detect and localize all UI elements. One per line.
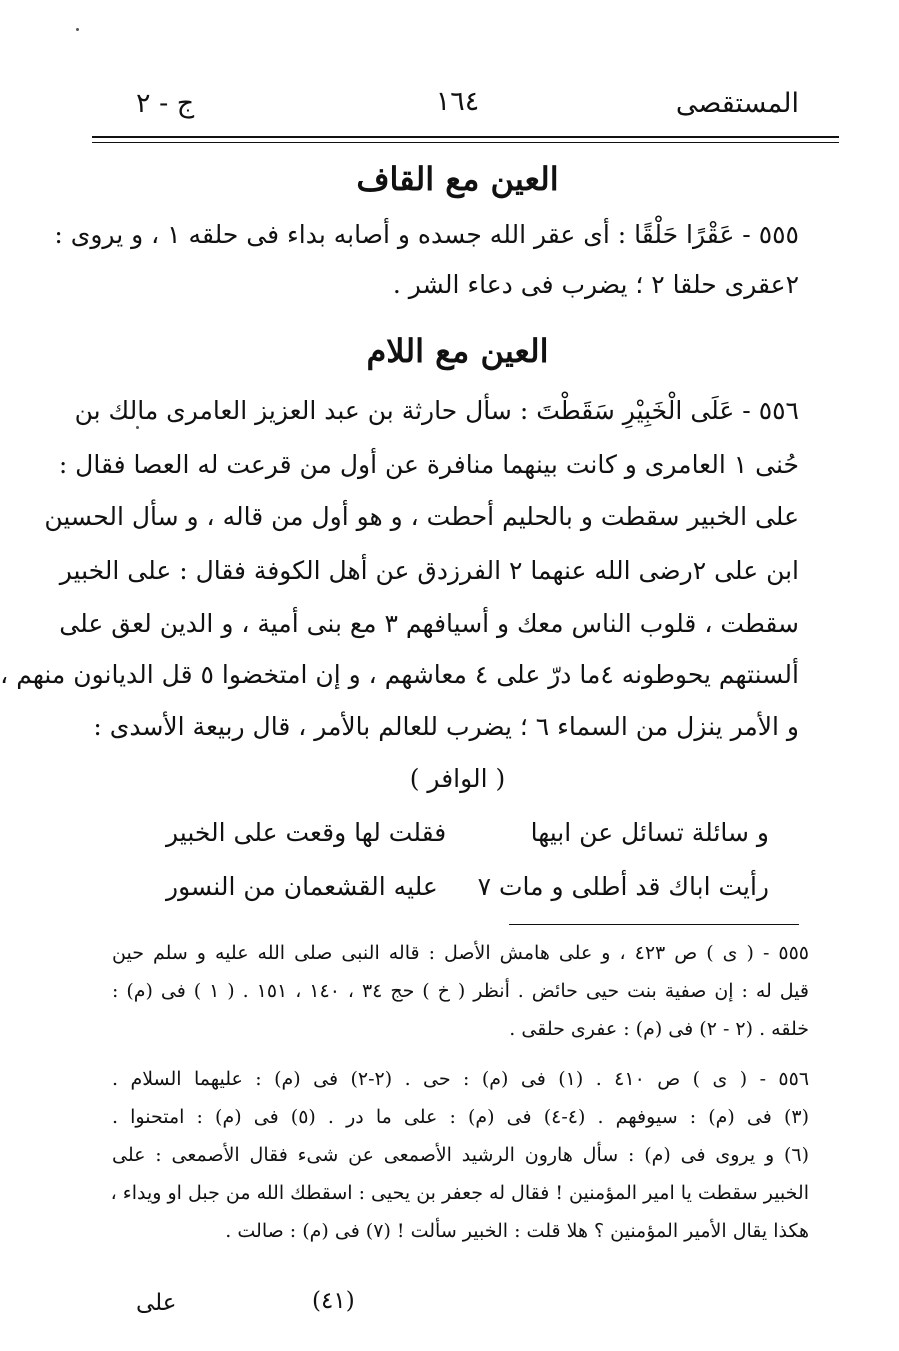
verse-2-hemistich-1: رأيت اباك قد أطلى و مات ٧ [477,872,769,901]
page-header [116,80,799,124]
signature-mark: (٤١) [312,1288,355,1314]
running-title: المستقصى [675,88,799,119]
entry-556-line-6: ألسنتهم يحوطونه ٤ما درّ على ٤ معاشهم ، و إن امتخضوا ٥ قل الديانون منهم ، [0,660,799,689]
entry-556-line-2: حُنى ١ العامرى و كانت بينهما منافرة عن أول من قرعت له العصا فقال : [58,450,799,479]
footnote-line-2: قيل له : إن صفية بنت حيى حائض . أنظر ( خ ) حج ٣٤ ، ١٤٠ ، ١٥١ . ( ١ ) فى (م) : [112,980,809,1002]
footnote-line-6: (٦) و يروى فى (م) : سأل هارون الرشيد الأصمعى عن شىء فقال الأصمعى : على [112,1144,809,1166]
verse-1-hemistich-2: فقلت لها وقعت على الخبير [166,818,447,847]
page-number: ١٦٤ [435,86,480,117]
footnote-line-1: ٥٥٥ - ( ى ) ص ٤٢٣ ، و على هامش الأصل : قاله النبى صلى الله عليه و سلم حين [112,942,809,964]
section-heading-ain-qaf: العين مع القاف [356,160,559,198]
footnote-line-5: (٣) فى (م) : سيوفهم . (٤-٤) فى (م) : على ما در . (٥) فى (م) : امتحنوا . [112,1106,810,1128]
entry-556-line-5: سقطت ، قلوب الناس معك و أسيافهم ٣ مع بنى أمية ، و الدين لعق على [59,609,799,638]
footnote-line-3: خلقه . (٢ - ٢) فى (م) : عفرى حلقى . [509,1018,809,1040]
footnote-line-8: هكذا يقال الأمير المؤمنين ؟ هلا قلت : الخبير سألت ! (٧) فى (م) : صالت . [225,1220,809,1242]
section-heading-ain-lam: العين مع اللام [366,332,549,370]
catchword: على [136,1290,177,1316]
footnote-line-4: ٥٥٦ - ( ى ) ص ٤١٠ . (١) فى (م) : حى . (٢-٢) فى (م) : عليهما السلام . [112,1068,810,1090]
volume-label: ج - ٢ [136,88,195,119]
entry-556-line-7: و الأمر ينزل من السماء ٦ ؛ يضرب للعالم بالأمر ، قال ربيعة الأسدى : [93,712,799,741]
scan-speck [76,28,79,31]
footnote-rule [509,924,799,925]
entry-556-line-1: ٥٥٦ - عَلَى الْخَبِيْرِ سَقَطْتَ : سأل حارثة بن عبد العزيز العامرى مالك بن [74,396,799,425]
entry-555-line-1: ٥٥٥ - عَقْرًا حَلْقًا : أى عقر الله جسده و أصابه بداء فى حلقه ١ ، و يروى : [54,220,799,249]
footnote-line-7: الخبير سقطت يا امير المؤمنين ! فقال له جعفر بن يحيى : اسقطك الله من جبل او ويداء ، [110,1182,809,1204]
header-rule [92,136,839,143]
verse-2 [166,872,769,901]
verse-1 [166,818,769,847]
entry-556-line-3: على الخبير سقطت و بالحليم أحطت ، و هو أول من قاله ، و سأل الحسين [44,502,799,531]
verse-1-hemistich-1: و سائلة تسائل عن ابيها [530,818,769,847]
scan-speck [136,426,139,429]
entry-556-line-4: ابن على ٢رضى الله عنهما ٢ الفرزدق عن أهل الكوفة فقال : على الخبير [59,556,799,585]
entry-555-line-2: ٢عقرى حلقا ٢ ؛ يضرب فى دعاء الشر . [392,270,799,299]
page-footer [116,1284,799,1320]
poem-meter: ( الوافر ) [409,764,506,793]
verse-2-hemistich-2: عليه القشعمان من النسور [166,872,438,901]
